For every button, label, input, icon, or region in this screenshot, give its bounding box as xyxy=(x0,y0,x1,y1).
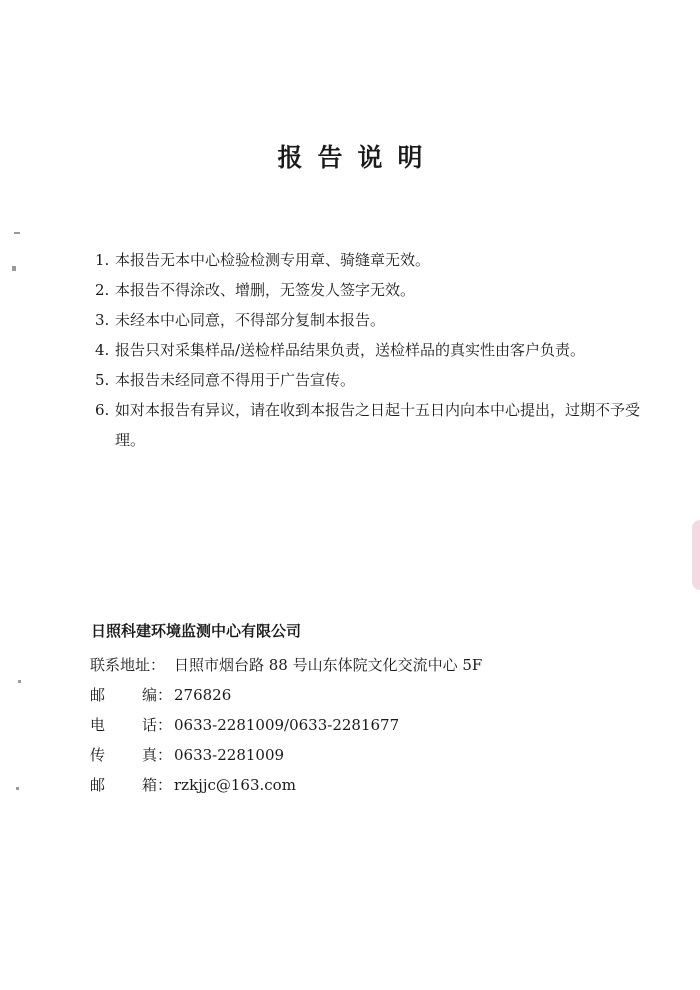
note-text: 如对本报告有异议，请在收到本报告之日起十五日内向本中心提出，过期不予受理。 xyxy=(115,401,641,449)
address-label: 联系地址： xyxy=(90,656,166,674)
email-label xyxy=(90,770,172,800)
phone-label-char: 话： xyxy=(141,716,172,734)
note-number: 6. xyxy=(95,401,110,419)
postcode-label-char: 编： xyxy=(141,686,172,704)
fax-label-char: 真： xyxy=(141,746,172,764)
scan-mark xyxy=(18,680,21,683)
fax-label-char: 传 xyxy=(90,746,106,764)
email-value: rzkjjc@163.com xyxy=(174,776,296,794)
page-title: 报告说明 xyxy=(277,143,438,172)
note-item xyxy=(95,275,665,305)
scan-mark xyxy=(12,266,16,271)
note-text: 报告只对采集样品/送检样品结果负责，送检样品的真实性由客户负责。 xyxy=(115,341,586,359)
note-number: 4. xyxy=(95,341,110,359)
fax-label xyxy=(90,740,172,770)
phone-label xyxy=(90,710,172,740)
note-text: 本报告不得涂改、增删，无签发人签字无效。 xyxy=(115,281,416,299)
note-text: 本报告未经同意不得用于广告宣传。 xyxy=(115,371,356,389)
phone-value: 0633-2281009/0633-2281677 xyxy=(174,716,400,734)
postcode-label xyxy=(90,680,172,710)
postcode-label-char: 邮 xyxy=(90,686,106,704)
contact-block xyxy=(90,650,482,800)
note-item xyxy=(95,335,665,365)
scan-mark xyxy=(16,787,19,790)
fax-value: 0633-2281009 xyxy=(174,746,285,764)
notes-list xyxy=(95,245,665,455)
note-number: 2. xyxy=(95,281,110,299)
email-label-char: 箱： xyxy=(141,776,172,794)
address-value: 日照市烟台路 88 号山东体院文化交流中心 5F xyxy=(174,656,483,674)
email-label-char: 邮 xyxy=(90,776,106,794)
company-name: 日照科建环境监测中心有限公司 xyxy=(91,622,302,640)
email-row xyxy=(90,770,482,800)
note-text: 本报告无本中心检验检测专用章、骑缝章无效。 xyxy=(115,251,431,269)
note-number: 3. xyxy=(95,311,110,329)
note-item xyxy=(95,365,665,395)
postcode-value: 276826 xyxy=(174,686,232,704)
note-item xyxy=(95,305,665,335)
phone-row xyxy=(90,710,482,740)
fax-row xyxy=(90,740,482,770)
note-item xyxy=(95,245,665,275)
phone-label-char: 电 xyxy=(90,716,106,734)
address-row xyxy=(90,650,482,680)
scan-mark xyxy=(14,232,20,234)
seal-stamp-edge xyxy=(692,520,700,590)
postcode-row xyxy=(90,680,482,710)
note-text: 未经本中心同意，不得部分复制本报告。 xyxy=(115,311,386,329)
note-number: 5. xyxy=(95,371,110,389)
note-item xyxy=(95,395,665,455)
note-number: 1. xyxy=(95,251,110,269)
